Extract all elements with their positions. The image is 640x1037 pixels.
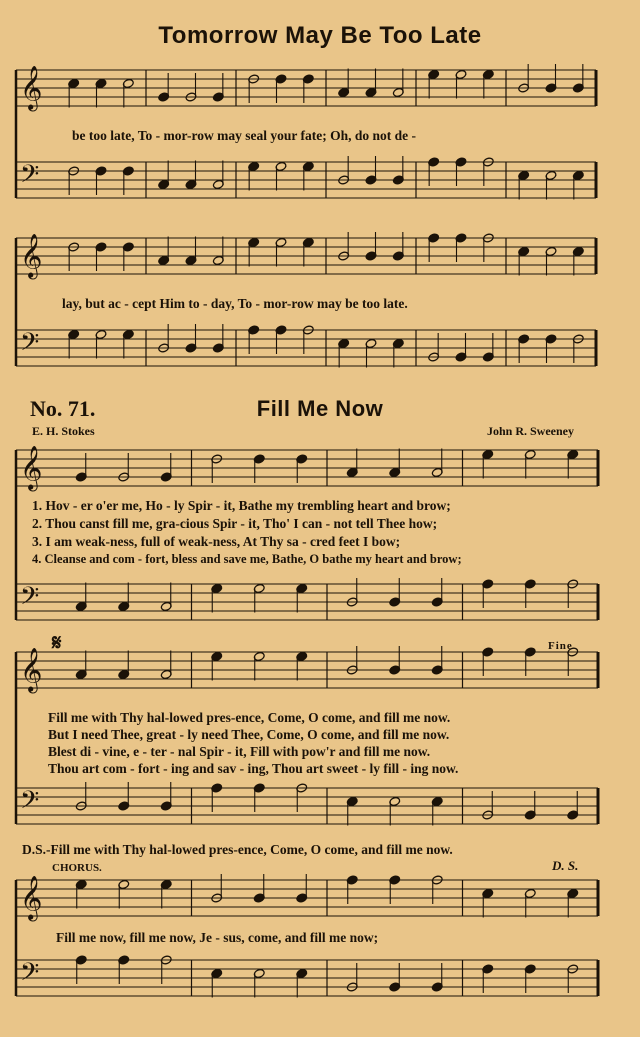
lyric-text: 2. Thou canst fill me, gra-cious Spir - it, Tho' I can - not tell Thee how; [32, 516, 438, 531]
chorus-label: CHORUS. [52, 862, 102, 874]
treble-clef: 𝄞 [20, 647, 43, 692]
ds-marking: D. S. [552, 858, 579, 873]
treble-clef: 𝄞 [20, 875, 43, 920]
lyricist-credit: E. H. Stokes [32, 424, 95, 438]
lyric-text: But I need Thee, great - ly need Thee, Come, O come, and fill me now. [48, 727, 450, 742]
lyric-text: Fill me now, fill me now, Je - sus, come, and fill me now; [56, 930, 379, 945]
treble-clef: 𝄞 [20, 233, 43, 278]
song-title-fill-me-now: Fill Me Now [256, 396, 384, 421]
bass-clef: 𝄢 [20, 786, 40, 822]
bass-clef: 𝄢 [20, 328, 40, 364]
lyric-text: Thou art com - fort - ing and sav - ing, Thou art sweet - ly fill - ing now. [48, 761, 459, 776]
hymn-number: No. 71. [30, 396, 96, 421]
lyric-text: 4. Cleanse and com - fort, bless and save me, Bathe, O bathe my heart and brow; [32, 552, 462, 566]
lyric-text: Blest di - vine, e - ter - nal Spir - it, Fill with pow'r and fill me now. [48, 744, 431, 759]
treble-clef: 𝄞 [20, 445, 43, 490]
composer-credit: John R. Sweeney [486, 424, 574, 438]
treble-clef: 𝄞 [20, 65, 43, 110]
segno-sign: 𝄋 [52, 630, 62, 655]
lyric-text: Fill me with Thy hal-lowed pres-ence, Come, O come, and fill me now. [48, 710, 451, 725]
fine-marking: Fine [548, 640, 573, 652]
bass-clef: 𝄢 [20, 582, 40, 618]
bass-clef: 𝄢 [20, 958, 40, 994]
song-title-tomorrow: Tomorrow May Be Too Late [158, 22, 482, 49]
lyric-text: 3. I am weak-ness, full of weak-ness, At Thy sa - cred feet I bow; [32, 534, 401, 549]
lyric-text: be too late, To - mor-row may seal your fate; Oh, do not de - [72, 128, 416, 143]
lyric-text: 1. Hov - er o'er me, Ho - ly Spir - it, Bathe my trembling heart and brow; [32, 498, 451, 513]
lyric-text: lay, but ac - cept Him to - day, To - mor-row may be too late. [62, 296, 408, 311]
bass-clef: 𝄢 [20, 160, 40, 196]
lyric-text: D.S.-Fill me with Thy hal-lowed pres-ence, Come, O come, and fill me now. [22, 842, 453, 857]
